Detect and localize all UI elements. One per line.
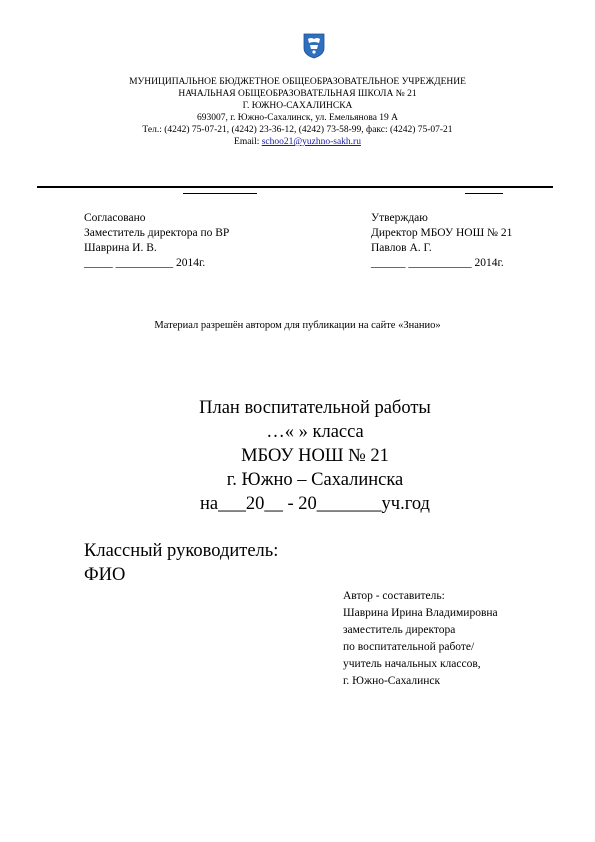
- approval-right-title: Утверждаю: [371, 212, 428, 224]
- city-name: Г. ЮЖНО-САХАЛИНСКА: [242, 101, 353, 111]
- author-block: [343, 588, 498, 690]
- title-line-school: МБОУ НОШ № 21: [241, 446, 389, 466]
- author-name: Шаврина Ирина Владимировна: [343, 607, 498, 619]
- class-teacher-label: Классный руководитель:: [84, 541, 279, 561]
- header-divider: [37, 186, 553, 188]
- letterhead: [0, 76, 595, 148]
- approval-right-position: Директор МБОУ НОШ № 21: [371, 227, 513, 239]
- approval-left-title: Согласовано: [84, 212, 146, 224]
- approval-right-date: ______ ___________ 2014г.: [371, 257, 504, 269]
- approval-right: [371, 211, 512, 271]
- class-teacher-name: ФИО: [84, 565, 126, 585]
- author-department: по воспитательной работе/: [343, 641, 475, 653]
- address: 693007, г. Южно-Сахалинск, ул. Емельянова 19 А: [196, 113, 399, 123]
- city-coat-of-arms-icon: [303, 33, 325, 59]
- phones: Тел.: (4242) 75-07-21, (4242) 23-36-12, (4242) 73-58-99, факс: (4242) 75-07-21: [142, 125, 453, 135]
- class-teacher: [84, 539, 278, 587]
- email-line: [0, 136, 595, 148]
- email-link[interactable]: schoo21@yuzhno-sakh.ru: [261, 137, 361, 147]
- header-divider-accent-right: [465, 193, 503, 194]
- title-line-city: г. Южно – Сахалинска: [226, 470, 404, 490]
- approval-left-name: Шаврина И. В.: [84, 242, 157, 254]
- school-name: НАЧАЛЬНАЯ ОБЩЕОБРАЗОВАТЕЛЬНАЯ ШКОЛА № 21: [178, 89, 417, 99]
- title-line-plan: План воспитательной работы: [199, 398, 431, 418]
- title-line-year: на___20__ - 20_______уч.год: [200, 494, 430, 514]
- author-role: учитель начальных классов,: [343, 658, 481, 670]
- approval-left: [84, 211, 229, 271]
- approval-left-position: Заместитель директора по ВР: [84, 227, 230, 239]
- document-title: [0, 396, 595, 516]
- author-position: заместитель директора: [343, 624, 456, 636]
- author-label: Автор - составитель:: [343, 590, 445, 602]
- header-divider-accent-left: [183, 193, 257, 194]
- institution-type: МУНИЦИПАЛЬНОЕ БЮДЖЕТНОЕ ОБЩЕОБРАЗОВАТЕЛЬНОЕ УЧРЕЖДЕНИЕ: [129, 77, 466, 87]
- publication-permission: Материал разрешён автором для публикации на сайте «Знанио»: [154, 320, 441, 331]
- email-label: Email:: [234, 137, 262, 147]
- approval-right-name: Павлов А. Г.: [371, 242, 432, 254]
- author-city: г. Южно-Сахалинск: [343, 675, 441, 687]
- approval-left-date: _____ __________ 2014г.: [84, 257, 206, 269]
- title-line-class: …« » класса: [266, 422, 364, 442]
